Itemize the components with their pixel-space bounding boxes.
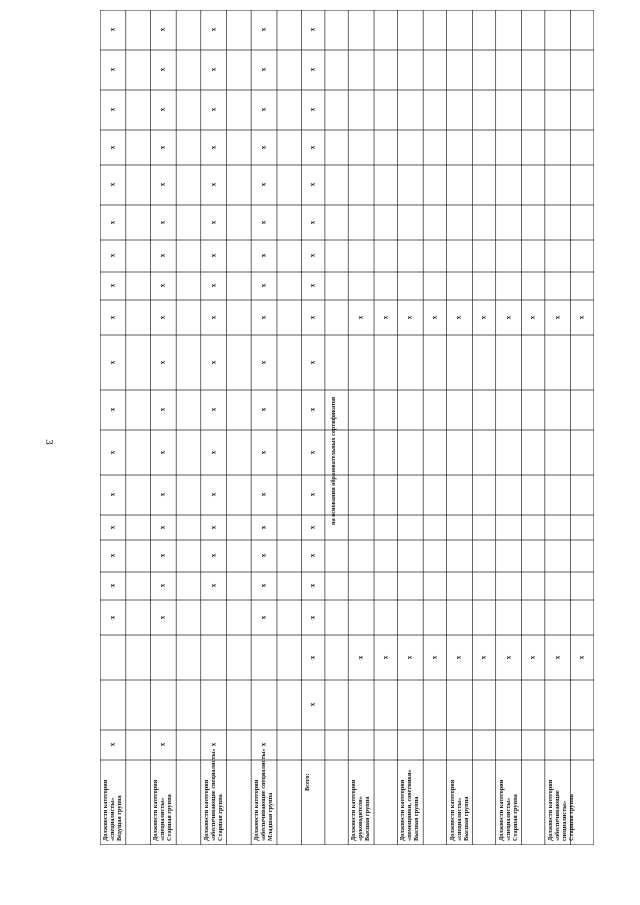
x-mark: х	[108, 583, 117, 588]
x-mark: х	[381, 315, 390, 319]
x-mark: х	[108, 220, 117, 224]
x-mark: х	[108, 615, 117, 619]
row-label-line: «специалисты»	[159, 797, 167, 841]
row-label-line: специалисты»	[560, 800, 568, 841]
row-label-line: Младшая группа	[267, 792, 275, 841]
x-mark: х	[259, 283, 268, 288]
page-number: 3	[42, 439, 55, 445]
x-mark: х	[108, 182, 117, 187]
x-mark: х	[158, 450, 167, 454]
section-banner: на основании образовательных сертификатов	[329, 396, 337, 525]
row-label-line: «помощники, советники»	[406, 769, 414, 841]
x-mark: х	[158, 315, 167, 319]
x-mark: х	[308, 107, 317, 112]
x-mark: х	[356, 655, 365, 659]
x-mark: х	[108, 742, 117, 747]
x-mark: х	[259, 145, 268, 149]
x-mark: х	[308, 655, 317, 659]
x-mark: х	[259, 253, 268, 258]
x-mark: х	[209, 283, 218, 288]
x-mark: х	[209, 492, 218, 497]
x-mark: х	[308, 182, 317, 187]
x-mark: х	[158, 145, 167, 149]
x-mark: х	[528, 655, 537, 659]
x-mark: х	[577, 655, 586, 659]
x-mark: х	[479, 655, 488, 659]
x-mark: х	[108, 450, 117, 454]
row-label-line: «руководители»	[357, 796, 365, 841]
x-mark: х	[259, 107, 268, 112]
x-mark: х	[259, 67, 268, 72]
x-mark: х	[259, 220, 268, 224]
x-mark: х	[430, 655, 439, 659]
row-label-line: Должности категории	[399, 779, 407, 841]
x-mark: х	[259, 615, 268, 619]
x-mark: х	[158, 107, 167, 112]
x-mark: х	[158, 492, 167, 497]
x-mark: х	[108, 27, 117, 32]
x-mark: х	[259, 360, 268, 364]
x-mark: х	[381, 655, 390, 659]
x-mark: х	[308, 525, 317, 529]
x-mark: х	[209, 220, 218, 224]
x-mark: х	[108, 407, 117, 412]
x-mark: х	[209, 742, 218, 747]
x-mark: х	[209, 407, 218, 412]
row-label-line: Старшая группа	[511, 794, 519, 841]
x-mark: х	[108, 145, 117, 149]
x-mark: х	[308, 67, 317, 72]
x-mark: х	[259, 583, 268, 588]
x-mark: х	[308, 702, 317, 707]
row-label-line: Старшая группа	[216, 794, 224, 841]
x-mark: х	[308, 583, 317, 588]
x-mark: х	[108, 525, 117, 529]
x-mark: х	[259, 27, 268, 32]
x-mark: х	[259, 742, 268, 747]
x-mark: х	[158, 220, 167, 224]
x-mark: х	[356, 315, 365, 319]
x-mark: х	[259, 407, 268, 412]
row-label-line: «обеспечивающие специалисты»	[209, 748, 217, 841]
x-mark: х	[158, 742, 167, 747]
x-mark: х	[108, 67, 117, 72]
row-label-line: «специалисты»	[455, 797, 463, 841]
x-mark: х	[308, 407, 317, 412]
row-label-line: «специалисты»	[109, 797, 116, 841]
x-mark: х	[308, 450, 317, 454]
x-mark: х	[209, 182, 218, 187]
x-mark: х	[209, 525, 218, 529]
x-mark: х	[108, 283, 117, 288]
x-mark: х	[209, 253, 218, 258]
x-mark: х	[308, 553, 317, 558]
row-label-line: Должности категории	[497, 779, 505, 841]
row-label-line: Высшая группа	[413, 796, 421, 841]
x-mark: х	[209, 553, 218, 558]
x-mark: х	[259, 450, 268, 454]
x-mark: х	[209, 315, 218, 319]
row-label-line: Должности категории	[253, 779, 261, 841]
row-label-line: Высшая группа	[364, 796, 372, 841]
x-mark: х	[209, 27, 218, 32]
row-label-line: Старшая группа	[166, 794, 174, 841]
x-mark: х	[108, 107, 117, 112]
x-mark: х	[504, 315, 513, 319]
x-mark: х	[577, 315, 586, 319]
row-label-line: Должности категории	[448, 779, 456, 841]
x-mark: х	[108, 315, 117, 319]
x-mark: х	[209, 450, 218, 454]
x-mark: х	[259, 315, 268, 319]
x-mark: х	[209, 360, 218, 364]
row-label-line: Старшая группа	[567, 794, 575, 841]
x-mark: х	[108, 492, 117, 497]
row-label-line: «обеспечивающие	[553, 790, 561, 841]
row-label-line: Высшая группа	[462, 796, 470, 841]
x-mark: х	[158, 525, 167, 529]
x-mark: х	[158, 253, 167, 258]
row-label-line: Должности категории	[152, 779, 160, 841]
x-mark: х	[158, 283, 167, 288]
table-grid	[100, 10, 594, 845]
x-mark: х	[108, 253, 117, 258]
row-label-line: «обеспечивающие специалисты»	[260, 748, 268, 841]
x-mark: х	[405, 655, 414, 659]
x-mark: х	[209, 145, 218, 149]
x-mark: х	[405, 315, 414, 319]
x-mark: х	[158, 360, 167, 364]
x-mark: х	[108, 360, 117, 364]
x-mark: х	[454, 655, 463, 659]
x-mark: х	[308, 145, 317, 149]
x-mark: х	[209, 583, 218, 588]
x-mark: х	[430, 315, 439, 319]
x-mark: х	[553, 315, 562, 319]
x-mark: х	[308, 615, 317, 619]
rotated-table	[100, 10, 594, 845]
x-mark: х	[259, 492, 268, 497]
x-mark: х	[158, 182, 167, 187]
x-mark: х	[158, 615, 167, 619]
x-mark: х	[308, 220, 317, 224]
x-mark: х	[528, 315, 537, 319]
x-mark: х	[259, 182, 268, 187]
x-mark: х	[553, 655, 562, 659]
x-mark: х	[209, 67, 218, 72]
x-mark: х	[308, 283, 317, 288]
row-label-line: Всего:	[303, 773, 311, 791]
x-mark: х	[308, 27, 317, 32]
x-mark: х	[308, 360, 317, 364]
x-mark: х	[479, 315, 488, 319]
x-mark: х	[454, 315, 463, 319]
x-mark: х	[259, 525, 268, 529]
x-mark: х	[158, 407, 167, 412]
row-label-line: Должности категории	[202, 779, 210, 841]
x-mark: х	[158, 27, 167, 32]
x-mark: х	[308, 253, 317, 258]
row-label-line: Должности категории	[102, 779, 109, 841]
row-label-line: «специалисты»	[504, 797, 512, 841]
row-label-line: Должности категории	[350, 779, 358, 841]
x-mark: х	[158, 67, 167, 72]
x-mark: х	[259, 553, 268, 558]
row-label-line: Должности категории	[546, 779, 554, 841]
x-mark: х	[504, 655, 513, 659]
x-mark: х	[158, 553, 167, 558]
x-mark: х	[209, 107, 218, 112]
x-mark: х	[308, 315, 317, 319]
x-mark: х	[158, 583, 167, 588]
row-label-line: Ведущая группа	[116, 795, 123, 841]
x-mark: х	[108, 553, 117, 558]
x-mark: х	[308, 492, 317, 497]
